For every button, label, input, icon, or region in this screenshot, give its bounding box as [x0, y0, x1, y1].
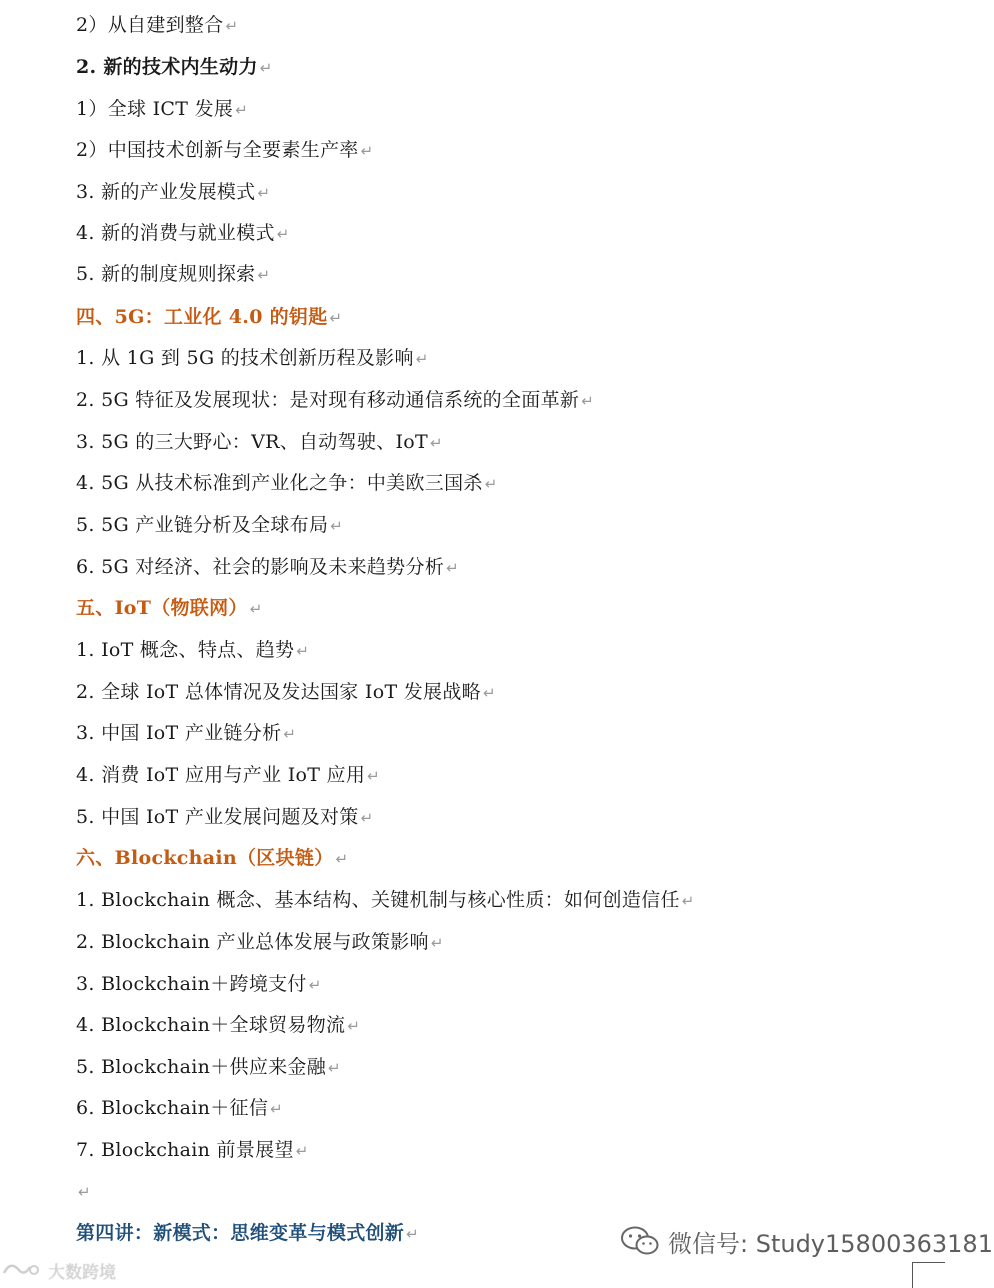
doc-line	[76, 885, 695, 915]
doc-line	[76, 135, 373, 165]
doc-line-text: 六、Blockchain（区块链）	[76, 847, 334, 869]
doc-line-text: 5. Blockchain＋供应来金融	[76, 1056, 327, 1078]
paragraph-mark-icon: ↵	[681, 892, 695, 910]
doc-line-text: 6. 5G 对经济、社会的影响及未来趋势分析	[76, 556, 445, 578]
paragraph-mark-icon: ↵	[276, 225, 290, 243]
doc-line-text: 五、IoT（物联网）	[76, 597, 248, 619]
paragraph-mark-icon: ↵	[482, 684, 496, 702]
doc-line-text: 4. Blockchain＋全球贸易物流	[76, 1014, 346, 1036]
doc-line	[76, 259, 270, 289]
logo-icon	[0, 1259, 44, 1281]
doc-line-text: 第四讲：新模式：思维变革与模式创新	[76, 1222, 405, 1244]
doc-line-text: 2. Blockchain 产业总体发展与政策影响	[76, 931, 429, 953]
doc-line	[76, 1052, 341, 1082]
doc-line-text: 1. Blockchain 概念、基本结构、关键机制与核心性质：如何创造信任	[76, 889, 680, 911]
doc-line	[76, 1010, 360, 1040]
paragraph-mark-icon: ↵	[296, 642, 310, 660]
paragraph-mark-icon: ↵	[360, 142, 374, 160]
doc-line-text: 3. 中国 IoT 产业链分析	[76, 722, 282, 744]
wechat-watermark	[620, 1224, 993, 1258]
paragraph-mark-icon: ↵	[259, 59, 273, 77]
paragraph-mark-icon: ↵	[235, 101, 249, 119]
paragraph-mark-icon: ↵	[347, 1017, 361, 1035]
doc-line-text: 4. 5G 从技术标准到产业化之争：中美欧三国杀	[76, 472, 483, 494]
doc-line	[76, 802, 373, 832]
paragraph-mark-icon: ↵	[283, 725, 297, 743]
doc-line	[76, 1218, 419, 1248]
paragraph-mark-icon: ↵	[430, 434, 443, 452]
doc-line	[76, 635, 309, 665]
doc-line	[76, 969, 322, 999]
doc-line	[76, 843, 348, 873]
paragraph-mark-icon: ↵	[308, 976, 322, 994]
doc-line	[76, 593, 263, 623]
doc-line	[76, 1135, 309, 1165]
doc-line	[76, 552, 459, 582]
doc-line	[76, 385, 594, 415]
doc-line-text: 5. 中国 IoT 产业发展问题及对策	[76, 806, 359, 828]
paragraph-mark-icon: ↵	[257, 266, 271, 284]
doc-line-text: 3. Blockchain＋跨境支付	[76, 973, 307, 995]
paragraph-mark-icon: ↵	[78, 1183, 91, 1201]
paragraph-mark-icon: ↵	[581, 392, 595, 410]
doc-line	[76, 427, 443, 457]
doc-line	[76, 468, 498, 498]
doc-line	[76, 218, 290, 248]
doc-line	[76, 677, 496, 707]
paragraph-mark-icon: ↵	[328, 1059, 341, 1077]
doc-line	[76, 510, 343, 540]
paragraph-mark-icon: ↵	[446, 559, 459, 577]
paragraph-mark-icon: ↵	[270, 1100, 283, 1118]
doc-line-text: 2. 新的技术内生动力	[76, 56, 258, 78]
doc-line-text: 1. IoT 概念、特点、趋势	[76, 639, 295, 661]
paragraph-mark-icon: ↵	[330, 517, 344, 535]
doc-line-text: 7. Blockchain 前景展望	[76, 1139, 294, 1161]
doc-line	[76, 760, 380, 790]
doc-line-text: 2）中国技术创新与全要素生产率	[76, 139, 359, 161]
paragraph-mark-icon: ↵	[225, 17, 239, 35]
wechat-icon	[620, 1225, 660, 1257]
paragraph-mark-icon: ↵	[329, 309, 343, 327]
paragraph-mark-icon: ↵	[430, 934, 444, 952]
doc-line	[76, 1093, 283, 1123]
doc-line-text: 2）从自建到整合	[76, 14, 224, 36]
paragraph-mark-icon: ↵	[249, 600, 263, 618]
doc-line-text: 1. 从 1G 到 5G 的技术创新历程及影响	[76, 347, 414, 369]
doc-line-text: 5. 5G 产业链分析及全球布局	[76, 514, 329, 536]
doc-line-text: 1）全球 ICT 发展	[76, 98, 234, 120]
doc-line	[76, 1176, 91, 1206]
paragraph-mark-icon: ↵	[415, 350, 429, 368]
page-corner-mark	[912, 1262, 945, 1288]
corner-logo-text: 大数跨境	[48, 1262, 116, 1283]
paragraph-mark-icon: ↵	[335, 850, 349, 868]
doc-line	[76, 52, 273, 82]
doc-line	[76, 10, 238, 40]
paragraph-mark-icon: ↵	[484, 475, 498, 493]
doc-line-text: 4. 消费 IoT 应用与产业 IoT 应用	[76, 764, 366, 786]
paragraph-mark-icon: ↵	[295, 1142, 309, 1160]
doc-line-text: 6. Blockchain＋征信	[76, 1097, 269, 1119]
doc-line	[76, 302, 342, 332]
doc-line	[76, 177, 270, 207]
doc-line-text: 5. 新的制度规则探索	[76, 263, 256, 285]
doc-line-text: 2. 5G 特征及发展现状：是对现有移动通信系统的全面革新	[76, 389, 580, 411]
doc-line-text: 4. 新的消费与就业模式	[76, 222, 275, 244]
corner-logo	[0, 1256, 116, 1284]
paragraph-mark-icon: ↵	[406, 1225, 419, 1243]
doc-line	[76, 343, 429, 373]
paragraph-mark-icon: ↵	[257, 184, 271, 202]
doc-line	[76, 718, 296, 748]
doc-line	[76, 94, 248, 124]
watermark-text: 微信号: Study15800363181	[668, 1229, 993, 1258]
paragraph-mark-icon: ↵	[367, 767, 381, 785]
doc-line-text: 3. 5G 的三大野心：VR、自动驾驶、IoT	[76, 431, 429, 453]
doc-line-text: 3. 新的产业发展模式	[76, 181, 256, 203]
doc-line	[76, 927, 444, 957]
doc-line-text: 2. 全球 IoT 总体情况及发达国家 IoT 发展战略	[76, 681, 481, 703]
paragraph-mark-icon: ↵	[360, 809, 374, 827]
doc-line-text: 四、5G：工业化 4.0 的钥匙	[76, 306, 328, 328]
